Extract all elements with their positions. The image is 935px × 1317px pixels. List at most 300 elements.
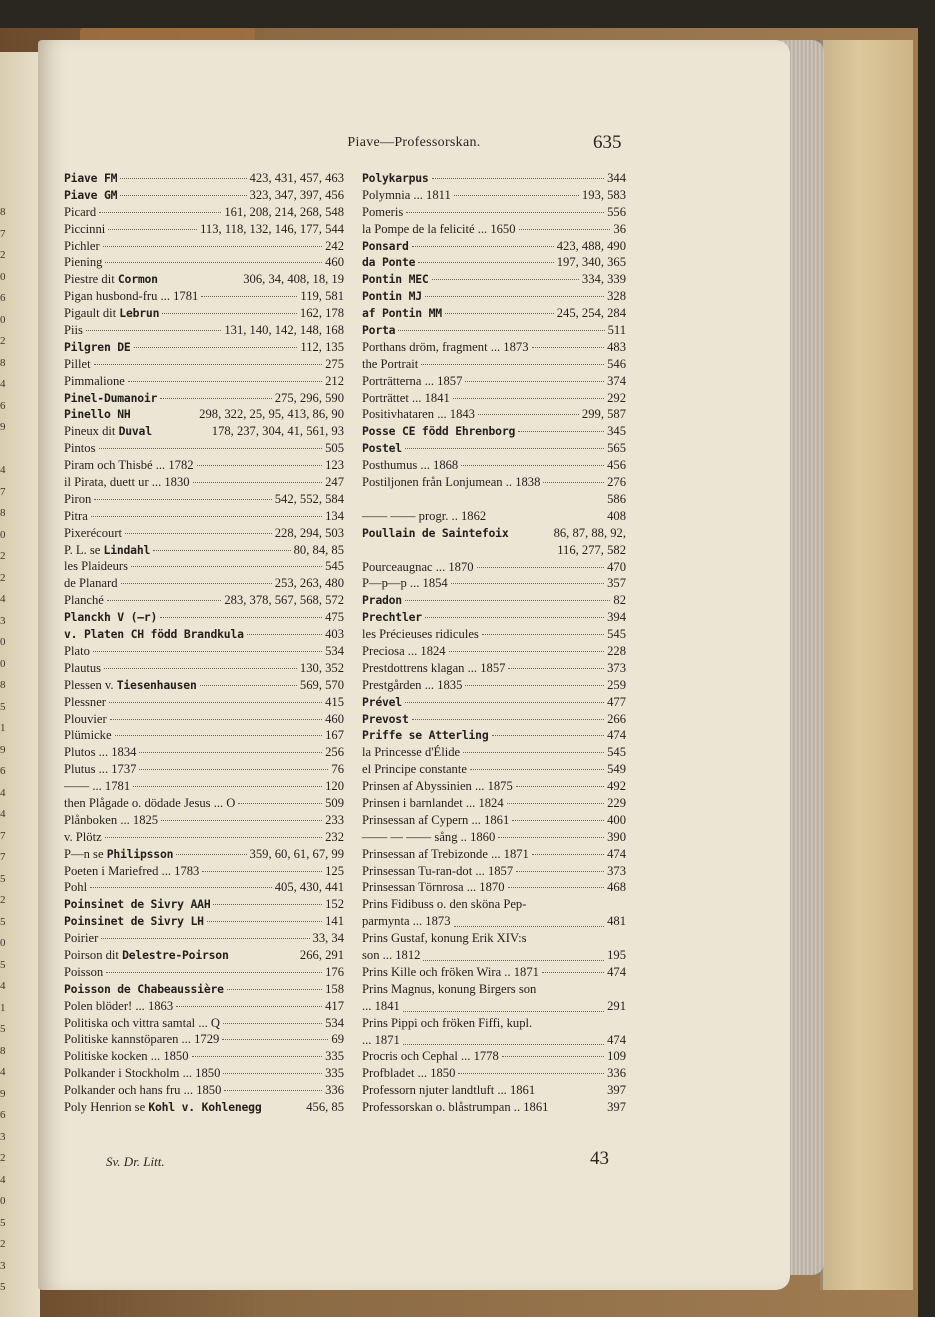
entry-term bbox=[64, 694, 106, 711]
dot-leader bbox=[176, 854, 246, 855]
entry-term bbox=[362, 660, 505, 677]
dot-leader bbox=[224, 1090, 322, 1091]
entry-pages: 232 bbox=[325, 829, 344, 844]
entry-term-text: Plånboken ... 1825 bbox=[64, 812, 159, 827]
entry-pages: 345 bbox=[607, 424, 626, 439]
entry-pages: 415 bbox=[325, 694, 344, 709]
entry-pages: 509 bbox=[325, 795, 344, 810]
dot-leader bbox=[498, 837, 604, 838]
cover-board bbox=[820, 40, 913, 1290]
entry-term bbox=[64, 390, 157, 407]
index-entry bbox=[64, 964, 344, 981]
entry-term bbox=[64, 761, 136, 778]
dot-leader bbox=[110, 719, 322, 720]
previous-page-digit bbox=[0, 439, 12, 461]
dot-leader bbox=[139, 769, 328, 770]
entry-term-bold: Pradon bbox=[362, 593, 402, 608]
previous-page-digit: 2 bbox=[0, 894, 6, 906]
index-entry bbox=[362, 187, 626, 204]
dot-leader bbox=[91, 516, 322, 517]
dot-leader bbox=[425, 617, 604, 618]
entry-term-bold: Poinsinet de Sivry AAH bbox=[64, 897, 211, 912]
entry-term-text: Plouvier bbox=[64, 711, 107, 726]
entry-term-text: Politiske kannstöparen ... 1729 bbox=[64, 1032, 220, 1047]
previous-page-digit: 3 bbox=[0, 1259, 6, 1272]
entry-term bbox=[362, 238, 409, 255]
index-entry bbox=[64, 761, 344, 778]
index-entry bbox=[64, 694, 344, 711]
dot-leader bbox=[207, 921, 322, 922]
dot-leader bbox=[511, 522, 550, 539]
entry-term bbox=[64, 913, 204, 930]
entry-pages: 233 bbox=[325, 812, 344, 827]
dot-leader bbox=[405, 600, 610, 601]
dot-leader bbox=[405, 448, 604, 449]
dot-leader bbox=[478, 414, 579, 415]
dot-leader bbox=[223, 1023, 322, 1024]
index-entry bbox=[64, 440, 344, 457]
entry-term-bold: Pinello NH bbox=[64, 407, 131, 422]
entry-term-text: Pigan husbond-fru ... 1781 bbox=[64, 289, 199, 304]
dot-leader bbox=[193, 482, 323, 483]
dot-leader bbox=[532, 347, 605, 348]
entry-term bbox=[362, 761, 467, 778]
entry-term-text: Professorn njuter landtluft ... 1861 bbox=[362, 1083, 536, 1098]
entry-term-prefix: P—n se bbox=[64, 846, 107, 861]
entry-term-text: Prinsen i barnlandet ... 1824 bbox=[362, 795, 504, 810]
entry-term-bold: Piave FM bbox=[64, 171, 118, 185]
index-entry bbox=[362, 930, 626, 964]
entry-term bbox=[64, 525, 122, 542]
entry-pages: 586 bbox=[607, 491, 626, 506]
entry-term bbox=[64, 609, 157, 626]
dot-leader bbox=[398, 330, 604, 331]
entry-pages: 405, 430, 441 bbox=[274, 880, 344, 895]
dot-leader bbox=[109, 702, 322, 703]
previous-page-digit: 2 bbox=[0, 249, 6, 261]
entry-pages: 477 bbox=[607, 694, 626, 709]
dot-leader bbox=[542, 972, 604, 973]
entry-term-text: Politiska och vittra samtal ... Q bbox=[64, 1015, 221, 1030]
index-entry bbox=[64, 339, 344, 356]
previous-page-digit: 4 bbox=[0, 378, 6, 390]
previous-page-digit: 2 bbox=[0, 1238, 6, 1250]
entry-term-text: —— — —— sång .. 1860 bbox=[362, 829, 496, 844]
dot-leader bbox=[125, 533, 272, 534]
dot-leader bbox=[432, 279, 579, 280]
entry-term-text: Porthans dröm, fragment ... 1873 bbox=[362, 339, 529, 354]
dot-leader bbox=[222, 1039, 328, 1040]
entry-term bbox=[64, 1031, 219, 1048]
dot-leader bbox=[115, 735, 323, 736]
dot-leader bbox=[465, 685, 604, 686]
dot-leader bbox=[104, 668, 297, 669]
entry-term bbox=[64, 271, 158, 288]
entry-term-text: Plessner bbox=[64, 694, 106, 709]
entry-pages: 242 bbox=[325, 238, 344, 253]
entry-term-bold: Prével bbox=[362, 694, 402, 709]
entry-term bbox=[362, 727, 489, 744]
entry-term bbox=[362, 423, 515, 440]
index-entry bbox=[64, 896, 344, 913]
entry-term bbox=[362, 187, 451, 204]
entry-pages: 266, 291 bbox=[299, 947, 344, 962]
entry-term-text: Pintos bbox=[64, 441, 96, 456]
entry-line bbox=[362, 947, 626, 964]
entry-term: Prins Fidibuss o. den sköna Pep- bbox=[362, 897, 527, 912]
previous-page-digit: 5 bbox=[0, 958, 6, 971]
index-entry bbox=[64, 998, 344, 1015]
entry-term-text: Polkander och hans fru ... 1850 bbox=[64, 1083, 222, 1098]
index-entry bbox=[362, 575, 626, 592]
previous-page-digit: 5 bbox=[0, 872, 6, 885]
entry-term-text: Positivhataren ... 1843 bbox=[362, 407, 475, 422]
index-entry bbox=[362, 390, 626, 407]
index-entry bbox=[64, 474, 344, 491]
index-entry bbox=[362, 457, 626, 474]
entry-term bbox=[64, 964, 103, 981]
index-entry bbox=[64, 930, 344, 947]
index-entry bbox=[362, 356, 626, 373]
entry-term bbox=[362, 643, 446, 660]
entry-term-bold: Pilgren DE bbox=[64, 339, 131, 354]
entry-pages: 323, 347, 397, 456 bbox=[249, 187, 344, 202]
entry-term-prefix: Piestre dit bbox=[64, 272, 118, 287]
index-entry bbox=[362, 1082, 626, 1099]
entry-term-text: Prinsen af Abyssinien ... 1875 bbox=[362, 779, 513, 794]
previous-page-digit: 4 bbox=[0, 786, 6, 799]
dot-leader bbox=[247, 634, 322, 635]
entry-pages: 373 bbox=[607, 660, 626, 675]
index-entry bbox=[362, 643, 626, 660]
entry-pages: 481 bbox=[607, 914, 626, 929]
entry-term-text: Pimmalione bbox=[64, 373, 125, 388]
index-entry bbox=[362, 778, 626, 795]
index-entry bbox=[362, 711, 626, 728]
entry-term bbox=[362, 846, 529, 863]
dot-leader bbox=[101, 938, 309, 939]
entry-term bbox=[64, 508, 88, 525]
index-entry bbox=[362, 592, 626, 609]
entry-term-bold: v. Platen CH född Brandkula bbox=[64, 627, 244, 642]
entry-term bbox=[64, 879, 87, 896]
entry-term-bold: Delestre-Poirson bbox=[122, 947, 229, 962]
dot-leader bbox=[454, 910, 605, 927]
entry-pages: 109 bbox=[607, 1049, 626, 1064]
index-entry bbox=[362, 525, 626, 559]
entry-term-text: Plutus ... 1737 bbox=[64, 762, 137, 777]
index-entry bbox=[64, 609, 344, 626]
index-entry bbox=[362, 795, 626, 812]
dot-leader bbox=[107, 600, 221, 601]
index-entry bbox=[64, 711, 344, 728]
entry-term: Prins Gustaf, konung Erik XIV:s bbox=[362, 931, 527, 946]
previous-page-digit: 2 bbox=[0, 571, 6, 584]
dot-leader bbox=[508, 668, 604, 669]
entry-pages: 400 bbox=[607, 812, 626, 827]
entry-pages: 130, 352 bbox=[299, 660, 344, 675]
entry-term bbox=[362, 525, 508, 542]
dot-leader bbox=[94, 364, 323, 365]
dot-leader bbox=[516, 786, 604, 787]
entry-term bbox=[64, 812, 158, 829]
dot-leader bbox=[477, 567, 605, 568]
index-entry bbox=[64, 677, 344, 694]
dot-leader bbox=[227, 989, 322, 990]
entry-pages: 545 bbox=[607, 745, 626, 760]
entry-pages: 417 bbox=[325, 998, 344, 1013]
entry-term bbox=[362, 812, 509, 829]
dot-leader bbox=[445, 313, 554, 314]
entry-term bbox=[64, 322, 83, 339]
entry-pages: 76 bbox=[331, 762, 344, 777]
entry-term bbox=[362, 609, 422, 626]
entry-term bbox=[362, 271, 429, 288]
previous-page-digit: 7 bbox=[0, 851, 6, 863]
previous-page-digit: 4 bbox=[0, 1173, 6, 1186]
dot-leader bbox=[453, 398, 604, 399]
entry-pages: 162, 178 bbox=[299, 306, 344, 321]
entry-term-text: Piram och Thisbé ... 1782 bbox=[64, 458, 194, 473]
entry-line bbox=[362, 525, 626, 542]
entry-term-bold: Poisson de Chabeaussière bbox=[64, 981, 224, 996]
entry-pages: 483 bbox=[607, 339, 626, 354]
entry-term bbox=[64, 727, 112, 744]
entry-term bbox=[362, 474, 540, 491]
entry-pages: 475 bbox=[325, 610, 344, 625]
index-entry bbox=[64, 170, 344, 187]
index-entry bbox=[64, 863, 344, 880]
entry-line bbox=[362, 542, 626, 559]
previous-page-digit: 5 bbox=[0, 915, 6, 928]
entry-pages: 546 bbox=[607, 356, 626, 371]
index-entry bbox=[362, 559, 626, 576]
dot-leader bbox=[93, 651, 322, 652]
entry-term bbox=[362, 829, 495, 846]
entry-term-bold: Prevost bbox=[362, 711, 409, 726]
index-entry bbox=[64, 626, 344, 643]
entry-term bbox=[362, 626, 479, 643]
dot-leader bbox=[133, 786, 322, 787]
previous-page-digit: 0 bbox=[0, 528, 6, 541]
dot-leader bbox=[99, 448, 323, 449]
dot-leader bbox=[403, 995, 604, 1012]
entry-term-prefix: Poly Henrion se bbox=[64, 1099, 149, 1114]
index-entry bbox=[362, 1015, 626, 1049]
index-entry bbox=[362, 373, 626, 390]
entry-term bbox=[64, 1099, 262, 1116]
entry-term-text: Pixerécourt bbox=[64, 525, 123, 540]
index-entry bbox=[64, 1082, 344, 1099]
entry-pages: 556 bbox=[607, 204, 626, 219]
previous-page-edge bbox=[0, 52, 40, 1317]
entry-pages: 253, 263, 480 bbox=[274, 576, 344, 591]
entry-term bbox=[64, 474, 190, 491]
entry-pages: 306, 34, 408, 18, 19 bbox=[243, 272, 344, 287]
entry-term bbox=[64, 930, 98, 947]
entry-term bbox=[362, 1065, 455, 1082]
previous-page-digit: 5 bbox=[0, 1216, 6, 1229]
entry-term bbox=[64, 575, 118, 592]
previous-page-digit: 5 bbox=[0, 1281, 6, 1293]
dot-leader bbox=[131, 566, 322, 567]
entry-pages: 36 bbox=[613, 221, 626, 236]
entry-pages: 228 bbox=[607, 643, 626, 658]
entry-pages: 195 bbox=[607, 948, 626, 963]
entry-term-text: Plato bbox=[64, 643, 90, 658]
entry-term-bold: Priffe se Atterling bbox=[362, 728, 489, 743]
entry-term bbox=[64, 896, 210, 913]
index-entry bbox=[64, 406, 344, 423]
entry-term-bold: Prechtler bbox=[362, 610, 422, 625]
previous-page-digit: 4 bbox=[0, 1066, 6, 1078]
entry-term bbox=[64, 339, 131, 356]
entry-pages: 158 bbox=[325, 981, 344, 996]
entry-term bbox=[64, 221, 105, 238]
index-entry bbox=[64, 1099, 344, 1116]
entry-pages: 245, 254, 284 bbox=[556, 306, 626, 321]
entry-term-text: Prins Kille och fröken Wira .. 1871 bbox=[362, 964, 539, 979]
entry-term-text: de Planard bbox=[64, 576, 118, 591]
entry-pages: 134 bbox=[325, 508, 344, 523]
entry-pages: 259 bbox=[607, 677, 626, 692]
entry-pages: 283, 378, 567, 568, 572 bbox=[224, 593, 344, 608]
dot-leader bbox=[201, 296, 297, 297]
index-entry bbox=[362, 271, 626, 288]
dot-leader bbox=[423, 944, 604, 961]
dot-leader bbox=[507, 803, 604, 804]
entry-term-bold: Poullain de Saintefoix bbox=[362, 525, 509, 540]
dot-leader bbox=[105, 837, 322, 838]
entry-term-text: Plutos ... 1834 bbox=[64, 745, 137, 760]
entry-pages: 390 bbox=[607, 829, 626, 844]
previous-page-digit: 0 bbox=[0, 636, 6, 648]
entry-pages: 80, 84, 85 bbox=[293, 542, 344, 557]
entry-pages: 291 bbox=[607, 998, 626, 1013]
entry-term-bold: Kohl v. Kohlenegg bbox=[148, 1099, 262, 1114]
index-entry bbox=[362, 829, 626, 846]
previous-page-digit: 6 bbox=[0, 765, 6, 777]
previous-page-digit: 8 bbox=[0, 507, 6, 519]
index-entry bbox=[64, 981, 344, 998]
index-entry bbox=[362, 491, 626, 508]
previous-page-digit: 4 bbox=[0, 808, 6, 820]
entry-term-text: Porträtterna ... 1857 bbox=[362, 373, 463, 388]
index-entry bbox=[64, 1048, 344, 1065]
entry-term bbox=[362, 440, 402, 457]
entry-term-text: Polkander i Stockholm ... 1850 bbox=[64, 1066, 221, 1081]
entry-term-text: Plümicke bbox=[64, 728, 112, 743]
entry-term bbox=[64, 744, 136, 761]
index-entry bbox=[64, 947, 344, 964]
entry-term bbox=[362, 1099, 548, 1116]
entry-term bbox=[64, 204, 96, 221]
entry-term bbox=[362, 406, 475, 423]
entry-pages: 456, 85 bbox=[306, 1099, 344, 1114]
index-entry bbox=[362, 609, 626, 626]
index-entry bbox=[362, 1048, 626, 1065]
dot-leader bbox=[512, 820, 604, 821]
dot-leader bbox=[120, 178, 246, 179]
dot-leader bbox=[202, 871, 322, 872]
index-entry bbox=[362, 964, 626, 981]
entry-pages: 423, 431, 457, 463 bbox=[249, 171, 344, 185]
index-entry bbox=[64, 542, 344, 559]
entry-term-text: Polen blöder! ... 1863 bbox=[64, 998, 174, 1013]
entry-pages: 161, 208, 214, 268, 548 bbox=[224, 204, 344, 219]
index-entry bbox=[64, 744, 344, 761]
previous-page-digit: 4 bbox=[0, 980, 6, 992]
entry-term bbox=[362, 390, 450, 407]
entry-pages: 33, 34 bbox=[312, 931, 344, 946]
entry-term bbox=[362, 795, 504, 812]
entry-pages: 335 bbox=[325, 1049, 344, 1064]
index-entry bbox=[362, 879, 626, 896]
dot-leader bbox=[449, 651, 605, 652]
entry-term-bold: Ponsard bbox=[362, 238, 409, 253]
entry-term bbox=[64, 660, 101, 677]
entry-term-continued: parmynta ... 1873 bbox=[362, 914, 451, 929]
entry-term-text: Postiljonen från Lonjumean .. 1838 bbox=[362, 475, 541, 490]
dot-leader bbox=[86, 330, 221, 331]
dot-leader bbox=[508, 887, 605, 888]
entry-term bbox=[64, 998, 173, 1015]
entry-term-text: then Plågade o. dödade Jesus ... O bbox=[64, 795, 236, 810]
dot-leader bbox=[421, 364, 604, 365]
entry-term-text: Piening bbox=[64, 255, 103, 270]
entry-pages: 505 bbox=[325, 441, 344, 456]
entry-pages: 299, 587 bbox=[581, 407, 626, 422]
entry-term bbox=[362, 373, 462, 390]
index-entry bbox=[64, 204, 344, 221]
entry-term-text: Procris och Cephal ... 1778 bbox=[362, 1049, 499, 1064]
entry-term bbox=[64, 170, 117, 187]
entry-pages: 141 bbox=[325, 914, 344, 929]
entry-pages: 423, 488, 490 bbox=[556, 238, 626, 253]
dot-leader bbox=[451, 583, 604, 584]
entry-pages: 212 bbox=[325, 373, 344, 388]
previous-page-numbers bbox=[0, 202, 12, 1299]
entry-term bbox=[362, 305, 442, 322]
entry-term-text: Piron bbox=[64, 491, 92, 506]
entry-term bbox=[362, 356, 418, 373]
dot-leader bbox=[90, 887, 272, 888]
entry-pages: 292 bbox=[607, 390, 626, 405]
dot-leader bbox=[121, 583, 272, 584]
entry-pages: 336 bbox=[325, 1083, 344, 1098]
index-entry bbox=[362, 981, 626, 1015]
entry-term bbox=[362, 322, 395, 339]
entry-term-continued: son ... 1812 bbox=[362, 948, 421, 963]
entry-term-text: Prinsessan Törnrosa ... 1870 bbox=[362, 880, 505, 895]
entry-pages: 397 bbox=[607, 1083, 626, 1098]
previous-page-digit: 6 bbox=[0, 292, 6, 304]
entry-term bbox=[64, 846, 173, 863]
dot-leader bbox=[465, 381, 604, 382]
entry-pages: 298, 322, 25, 95, 413, 86, 90 bbox=[199, 407, 344, 422]
previous-page-digit: 7 bbox=[0, 227, 6, 240]
index-column-right bbox=[362, 170, 626, 1116]
index-entry bbox=[64, 491, 344, 508]
entry-term bbox=[64, 795, 235, 812]
entry-term bbox=[64, 981, 224, 998]
entry-term bbox=[362, 559, 474, 576]
index-entry bbox=[362, 761, 626, 778]
index-entry bbox=[64, 288, 344, 305]
entry-term bbox=[362, 1048, 499, 1065]
entry-term: Prins Pippi och fröken Fiffi, kupl. bbox=[362, 1015, 533, 1030]
entry-term-text: v. Plötz bbox=[64, 829, 102, 844]
